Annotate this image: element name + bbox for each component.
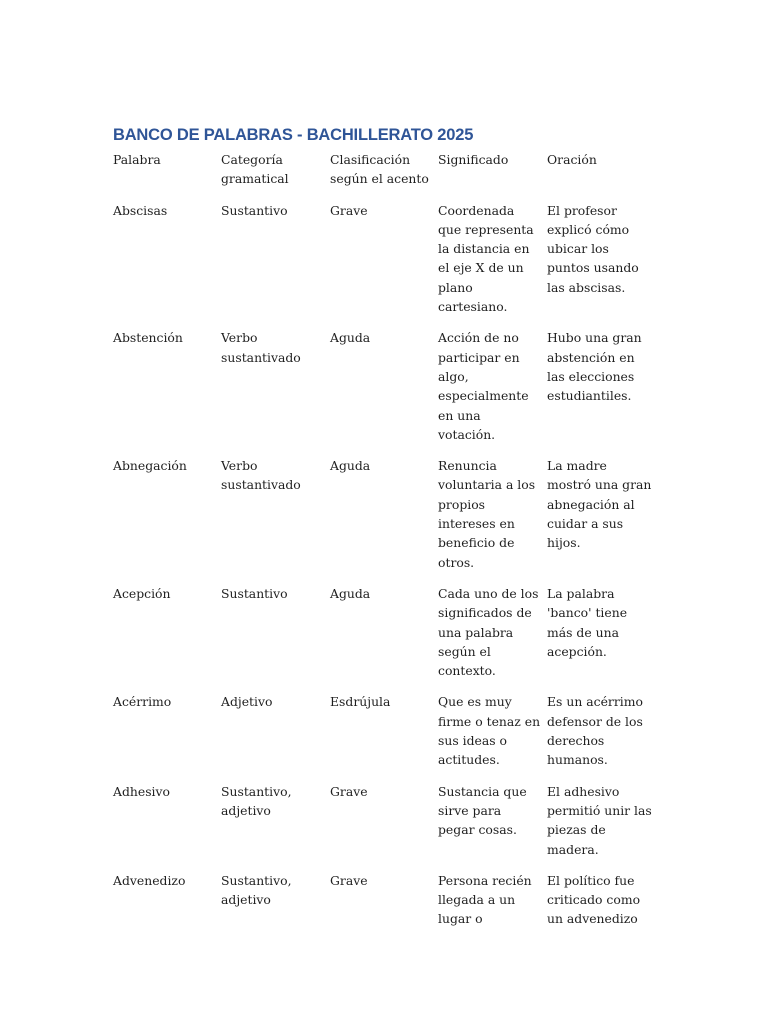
cell-oracion: El adhesivo permitió unir las piezas de madera. xyxy=(547,783,652,857)
table-row xyxy=(113,456,658,584)
cell-oracion: El profesor explicó cómo ubicar los puntos usando las abscisas. xyxy=(547,202,639,295)
cell-significado: Acción de no participar en algo, especialmente en una votación. xyxy=(438,330,529,442)
table-row xyxy=(113,692,658,781)
cell-palabra: Abscisas xyxy=(113,202,168,218)
cell-oracion: La palabra 'banco' tiene más de una acepción. xyxy=(547,585,628,659)
table-row xyxy=(113,328,658,456)
cell-categoria: Sustantivo, adjetivo xyxy=(221,783,292,818)
cell-significado: Que es muy firme o tenaz en sus ideas o actitudes. xyxy=(438,694,541,768)
header-palabra: Palabra xyxy=(113,152,161,167)
cell-clasificacion: Grave xyxy=(330,202,368,218)
cell-categoria: Adjetivo xyxy=(221,694,273,710)
header-oracion: Oración xyxy=(547,152,597,167)
cell-categoria: Verbo sustantivado xyxy=(221,458,301,493)
cell-clasificacion: Grave xyxy=(330,872,368,888)
cell-clasificacion: Aguda xyxy=(330,330,371,346)
cell-oracion: La madre mostró una gran abnegación al cuidar a sus hijos. xyxy=(547,458,652,551)
cell-clasificacion: Esdrújula xyxy=(330,694,391,710)
cell-significado: Cada uno de los significados de una palabra según el contexto. xyxy=(438,585,539,679)
table-row xyxy=(113,871,658,941)
cell-categoria: Sustantivo, adjetivo xyxy=(221,872,292,908)
cell-categoria: Sustantivo xyxy=(221,202,288,218)
word-bank-table xyxy=(113,150,658,941)
cell-palabra: Abnegación xyxy=(113,458,187,474)
cell-oracion: Es un acérrimo defensor de los derechos humanos. xyxy=(547,694,643,768)
cell-significado: Persona recién llegada a un lugar o xyxy=(438,872,532,927)
cell-clasificacion: Grave xyxy=(330,783,368,799)
header-clasificacion: Clasificación según el acento xyxy=(330,152,429,187)
cell-significado: Renuncia voluntaria a los propios intereses en beneficio de otros. xyxy=(438,458,536,570)
cell-oracion: El político fue criticado como un advenedizo xyxy=(547,872,641,927)
cell-significado: Coordenada que representa la distancia en el eje X de un plano cartesiano. xyxy=(438,202,534,315)
table-row xyxy=(113,584,658,692)
cell-palabra: Acérrimo xyxy=(113,694,172,710)
table-row xyxy=(113,782,658,871)
cell-palabra: Acepción xyxy=(113,585,171,601)
cell-significado: Sustancia que sirve para pegar cosas. xyxy=(438,783,527,838)
table-row xyxy=(113,201,658,329)
table-header-row xyxy=(113,150,658,201)
cell-clasificacion: Aguda xyxy=(330,458,371,474)
header-categoria: Categoría gramatical xyxy=(221,152,289,187)
cell-palabra: Advenedizo xyxy=(113,872,186,888)
document-page xyxy=(113,124,658,941)
header-significado: Significado xyxy=(438,152,509,167)
cell-categoria: Verbo sustantivado xyxy=(221,330,301,365)
cell-oracion: Hubo una gran abstención en las elecciones estudiantiles. xyxy=(547,330,642,404)
document-title: BANCO DE PALABRAS - BACHILLERATO 2025 xyxy=(113,126,474,144)
cell-categoria: Sustantivo xyxy=(221,585,288,601)
cell-palabra: Adhesivo xyxy=(113,783,170,799)
cell-clasificacion: Aguda xyxy=(330,585,371,601)
cell-palabra: Abstención xyxy=(113,330,183,346)
